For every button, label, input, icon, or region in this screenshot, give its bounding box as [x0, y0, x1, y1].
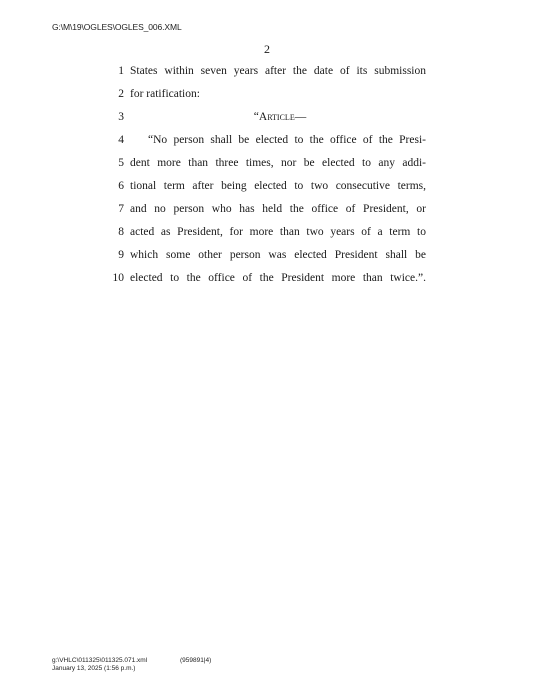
footer-file-info — [52, 657, 147, 673]
footer-doc-id: (959891|4) — [180, 657, 212, 664]
bill-line — [100, 129, 440, 152]
line-text: tional term after being elected to two consecutive terms, — [130, 180, 426, 192]
line-text: “Article— — [253, 111, 307, 123]
line-number: 4 — [118, 134, 124, 146]
line-number: 1 — [118, 65, 124, 77]
header-file-path: G:\M\19\OGLES\OGLES_006.XML — [52, 22, 182, 32]
bill-line — [100, 175, 440, 198]
bill-line — [100, 244, 440, 267]
line-number: 7 — [118, 203, 124, 215]
line-text: and no person who has held the office of President, or — [130, 203, 426, 215]
bill-line — [100, 152, 440, 175]
bill-line — [100, 106, 440, 129]
line-text: acted as President, for more than two years of a term to — [130, 226, 426, 238]
bill-text-body — [100, 60, 440, 290]
line-text: dent more than three times, nor be elected to any addi- — [130, 157, 426, 169]
line-number: 6 — [118, 180, 124, 192]
line-number: 10 — [112, 272, 124, 284]
line-number: 8 — [118, 226, 124, 238]
footer-date: January 13, 2025 (1:56 p.m.) — [52, 665, 136, 672]
line-number: 9 — [118, 249, 124, 261]
line-number: 2 — [118, 88, 124, 100]
line-number: 3 — [118, 111, 124, 123]
bill-line — [100, 83, 440, 106]
bill-line — [100, 221, 440, 244]
bill-line — [100, 267, 440, 290]
bill-line — [100, 198, 440, 221]
line-number: 5 — [118, 157, 124, 169]
line-text: States within seven years after the date of its submission — [130, 65, 426, 77]
line-text: for ratification: — [130, 88, 200, 100]
line-text: which some other person was elected President shall be — [130, 249, 426, 261]
line-text: elected to the office of the President more than twice.”. — [130, 272, 426, 284]
line-text: “No person shall be elected to the office of the Presi- — [148, 134, 426, 146]
bill-line — [100, 60, 440, 83]
page-number — [0, 42, 534, 57]
footer-file-ref: g:\VHLC\011325\011325.071.xml — [52, 657, 148, 664]
page-number-text: 2 — [264, 42, 270, 56]
